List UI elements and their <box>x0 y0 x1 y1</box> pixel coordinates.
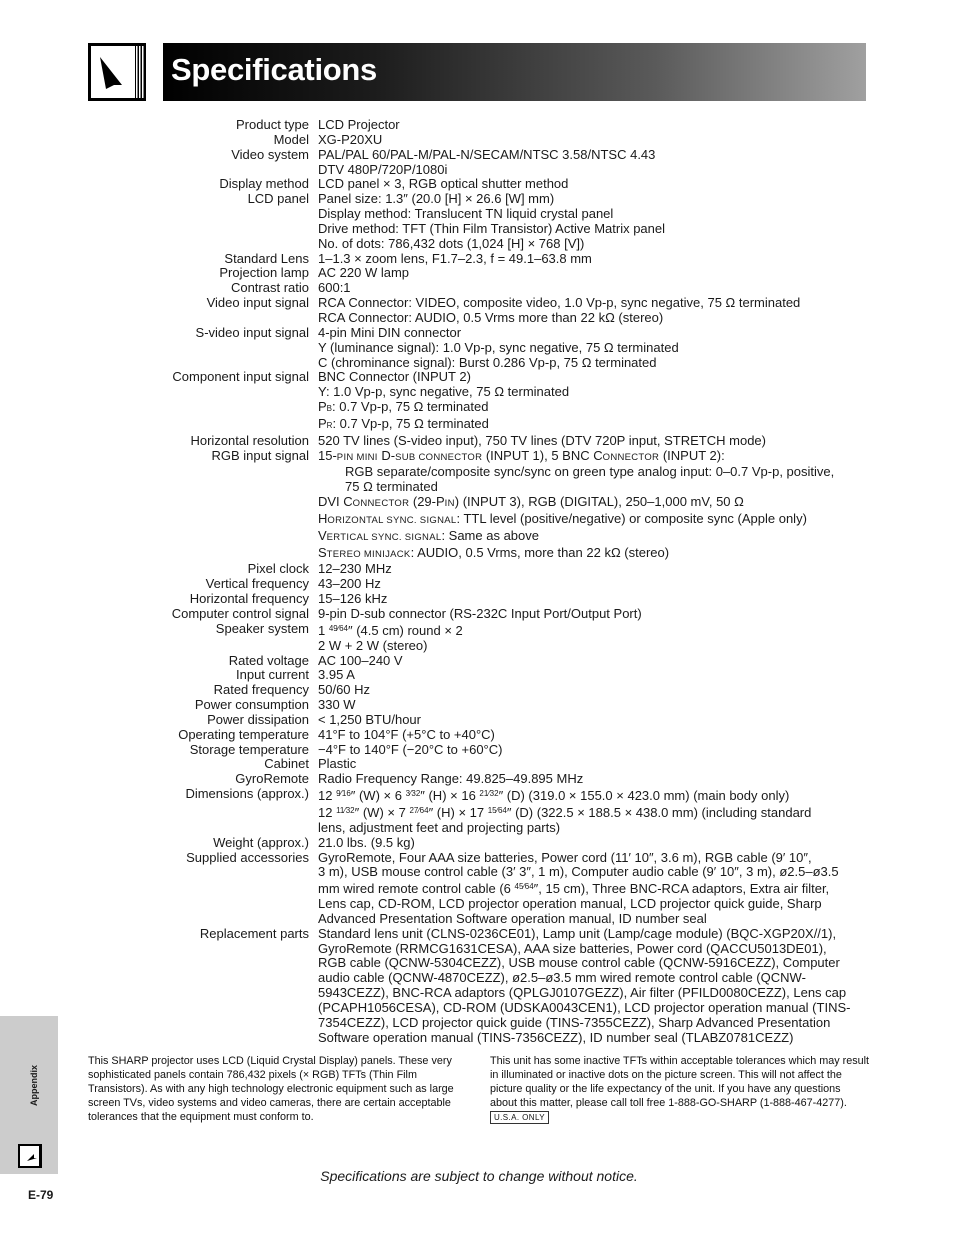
spec-value-line: 12–230 MHz <box>318 561 392 577</box>
spec-label: Weight (approx.) <box>213 834 309 850</box>
spec-row <box>150 927 870 1046</box>
spec-value-line: 600:1 <box>318 280 351 296</box>
spec-value <box>318 683 870 698</box>
spec-value-line: PB: 0.7 Vp-p, 75 Ω terminated <box>318 399 489 415</box>
spec-label: Rated frequency <box>213 682 309 698</box>
spec-value-line: 12 $^{11⁄32}$″ (W) × 7 $^{27⁄64}$″ (H) × 17 $^{15⁄64}$″ (D) (322.5 × 188.5 × 438.0 mm) (including standard <box>318 804 812 820</box>
spec-value <box>318 698 870 713</box>
spec-value-line: 2 W + 2 W (stereo) <box>318 637 428 653</box>
spec-value-line: 43–200 Hz <box>318 576 381 592</box>
footer-notice: Specifications are subject to change without notice. <box>320 1168 638 1184</box>
spec-value-line: lens, adjustment feet and projecting parts) <box>318 819 561 835</box>
spec-row <box>150 434 870 449</box>
spec-value-line: GyroRemote (RRMCG1631CESA), AAA size batteries, Power cord (QACCU5013DE01), <box>318 940 827 956</box>
spec-label: Input current <box>236 667 309 683</box>
spec-value-line: RGB cable (QCNW-5304CEZZ), USB mouse control cable (QCNW-5916CEZZ), Computer <box>318 955 840 971</box>
spec-value-line: PAL/PAL 60/PAL-M/PAL-N/SECAM/NTSC 3.58/NTSC 4.43 <box>318 146 656 162</box>
spec-value-line: −4°F to 140°F (−20°C to +60°C) <box>318 741 503 757</box>
spec-row <box>150 118 870 133</box>
spec-label: Horizontal resolution <box>190 432 309 448</box>
spec-label: Contrast ratio <box>230 280 309 296</box>
spec-label: Power dissipation <box>207 711 309 727</box>
spec-value-line: No. of dots: 786,432 dots (1,024 [H] × 768 [V]) <box>318 235 585 251</box>
spec-row <box>150 607 870 622</box>
spec-value-line: mm wired remote control cable (6 $^{45⁄64}$″, 15 cm), Three BNC-RCA adaptors, Extra air filter, <box>318 881 830 897</box>
spec-label: Horizontal frequency <box>189 591 309 607</box>
spec-value-line: AC 100–240 V <box>318 652 403 668</box>
spec-row <box>150 192 870 251</box>
spec-value-line: 15–126 kHz <box>318 591 388 607</box>
spec-value-line: GyroRemote, Four AAA size batteries, Power cord (11′ 10″, 3.6 m), RGB cable (9′ 10″, <box>318 849 812 865</box>
spec-value-line: Display method: Translucent TN liquid crystal panel <box>318 206 614 222</box>
page-number: E-79 <box>28 1188 54 1202</box>
page-title: Specifications <box>171 52 377 87</box>
page-title-bar <box>163 43 866 101</box>
spec-value-line: Standard lens unit (CLNS-0236CE01), Lamp unit (Lamp/cage module) (BQC-XGP20X//1), <box>318 925 837 941</box>
spec-value-line: LCD Projector <box>318 117 400 132</box>
spec-value-line: C (chrominance signal): Burst 0.286 Vp-p, 75 Ω terminated <box>318 354 657 370</box>
spec-label: GyroRemote <box>235 771 309 787</box>
spec-label: Storage temperature <box>189 741 309 757</box>
spec-label: Video input signal <box>206 295 309 311</box>
spec-value <box>318 927 870 1046</box>
spec-row <box>150 622 870 654</box>
spec-label: LCD panel <box>247 191 309 207</box>
spec-value <box>318 787 870 836</box>
spec-label: Standard Lens <box>224 250 309 266</box>
spec-value <box>318 434 870 449</box>
spec-row <box>150 757 870 772</box>
spec-label: Power consumption <box>194 697 309 713</box>
spec-value-line: < 1,250 BTU/hour <box>318 711 421 727</box>
spec-value <box>318 577 870 592</box>
spec-row <box>150 296 870 326</box>
spec-value <box>318 592 870 607</box>
region-badge: U.S.A. ONLY <box>490 1111 549 1124</box>
spec-value-line: STEREO MINIJACK: AUDIO, 0.5 Vrms, more than 22 kΩ (stereo) <box>318 544 670 560</box>
spec-value-line: Y (luminance signal): 1.0 Vp-p, sync negative, 75 Ω terminated <box>318 339 679 355</box>
spec-row <box>150 787 870 836</box>
spec-value-line: 520 TV lines (S-video input), 750 TV lines (DTV 720P input, STRETCH mode) <box>318 432 766 448</box>
spec-value <box>318 622 870 654</box>
spec-value-line: 12 $^{9⁄16}$″ (W) × 6 $^{3⁄32}$″ (H) × 16 $^{21⁄32}$″ (D) (319.0 × 155.0 × 423.0 mm) (main body only) <box>318 788 790 804</box>
spec-value <box>318 607 870 622</box>
spec-row <box>150 562 870 577</box>
spec-value-line: PR: 0.7 Vp-p, 75 Ω terminated <box>318 415 489 431</box>
spec-value <box>318 562 870 577</box>
spec-value-line: RCA Connector: AUDIO, 0.5 Vrms more than 22 kΩ (stereo) <box>318 309 664 325</box>
spec-value-line: 41°F to 104°F (+5°C to +40°C) <box>318 726 495 742</box>
spec-value-line: 4-pin Mini DIN connector <box>318 324 462 340</box>
section-tab-label: Appendix <box>29 1064 39 1106</box>
spec-value-line: AC 220 W lamp <box>318 265 410 281</box>
spec-label: Product type <box>236 117 309 132</box>
spec-row <box>150 683 870 698</box>
spec-row <box>150 728 870 743</box>
spec-value <box>318 757 870 772</box>
spec-value-line: XG-P20XU <box>318 131 383 147</box>
spec-value <box>318 281 870 296</box>
spec-row <box>150 148 870 178</box>
spec-value-line: LCD panel × 3, RGB optical shutter method <box>318 176 569 192</box>
spec-row <box>150 851 870 927</box>
spec-value <box>318 772 870 787</box>
spec-value-line: DVI CONNECTOR (29-PIN) (INPUT 3), RGB (DIGITAL), 250–1,000 mV, 50 Ω <box>318 494 744 510</box>
spec-value <box>318 266 870 281</box>
spec-value <box>318 192 870 251</box>
spec-value-line: Drive method: TFT (Thin Film Transistor) Active Matrix panel <box>318 220 666 236</box>
spec-row <box>150 836 870 851</box>
spec-label: Computer control signal <box>171 606 309 621</box>
spec-label: Vertical frequency <box>205 576 309 592</box>
spec-row <box>150 668 870 683</box>
spec-label: Speaker system <box>215 620 309 636</box>
spec-label: Component input signal <box>172 369 309 385</box>
spec-value <box>318 177 870 192</box>
spec-value <box>318 148 870 178</box>
spec-value-line: 330 W <box>318 697 356 713</box>
spec-value-line: Advanced Presentation Software operation manual, ID number seal <box>318 910 707 926</box>
spec-value-line: 9-pin D-sub connector (RS-232C Input Port/Output Port) <box>318 606 642 621</box>
spec-value <box>318 851 870 927</box>
spec-value <box>318 252 870 267</box>
spec-value <box>318 654 870 669</box>
spec-label: Video system <box>231 146 309 162</box>
spec-label: Model <box>273 131 309 147</box>
inactive-tft-note <box>490 1054 870 1124</box>
spec-value-line: HORIZONTAL SYNC. SIGNAL: TTL level (positive/negative) or composite sync (Apple only) <box>318 510 807 526</box>
specifications-table <box>150 118 870 1045</box>
spec-value-line: Plastic <box>318 756 357 772</box>
spec-row <box>150 326 870 371</box>
spec-value-line: DTV 480P/720P/1080i <box>318 161 448 177</box>
spec-label: Supplied accessories <box>186 849 309 865</box>
spec-label: Display method <box>219 176 309 192</box>
spec-row <box>150 252 870 267</box>
spec-value-line: 15-PIN MINI D-SUB CONNECTOR (INPUT 1), 5 BNC CONNECTOR (INPUT 2): <box>318 447 725 463</box>
spec-row <box>150 592 870 607</box>
spec-value-line: 75 Ω terminated <box>345 479 438 495</box>
spec-value <box>318 296 870 326</box>
spec-row <box>150 281 870 296</box>
section-book-small-icon <box>18 1144 42 1168</box>
lcd-panel-note: This SHARP projector uses LCD (Liquid Crystal Display) panels. These very sophisticated panels contain 786,432 pixels (× RGB) TFTs (Thin Film Transistors). As with any high technology electronic equipment such as large screen TVs, video systems and video cameras, there are certain acceptable tolerances that the equipment must conform to. <box>88 1055 454 1123</box>
spec-label: Projection lamp <box>219 265 309 281</box>
spec-row <box>150 654 870 669</box>
spec-value <box>318 118 870 133</box>
spec-row <box>150 577 870 592</box>
spec-value-line: Lens cap, CD-ROM, LCD projector operation manual, LCD projector quick guide, Sharp <box>318 896 822 912</box>
spec-value-line: 7354CEZZ), LCD projector quick guide (TINS-7355CEZZ), Sharp Advanced Presentation <box>318 1014 831 1030</box>
spec-value-line: (PCAPH1056CESA), CD-ROM (UDSKA0043CEN1), LCD projector operation manual (TINS- <box>318 999 851 1015</box>
spec-label: Rated voltage <box>228 652 309 668</box>
spec-row <box>150 266 870 281</box>
spec-value-line: Software operation manual (TINS-7356CEZZ), ID number seal (TLABZ0781CEZZ) <box>318 1029 794 1045</box>
spec-value <box>318 728 870 743</box>
spec-label: S-video input signal <box>195 324 309 340</box>
spec-value <box>318 836 870 851</box>
spec-value-line: 50/60 Hz <box>318 682 371 698</box>
spec-value <box>318 370 870 433</box>
spec-value-line: BNC Connector (INPUT 2) <box>318 369 471 385</box>
spec-label: Pixel clock <box>247 561 309 577</box>
spec-value <box>318 133 870 148</box>
section-book-icon <box>88 43 146 101</box>
spec-value-line: VERTICAL SYNC. SIGNAL: Same as above <box>318 527 539 543</box>
spec-value-line: 21.0 lbs. (9.5 kg) <box>318 834 415 850</box>
spec-row <box>150 713 870 728</box>
spec-value-line: Panel size: 1.3″ (20.0 [H] × 26.6 [W] mm) <box>318 191 555 207</box>
spec-label: Replacement parts <box>199 925 309 941</box>
spec-value-line: RGB separate/composite sync/sync on green type analog input: 0–0.7 Vp-p, positive, <box>345 464 835 480</box>
spec-row <box>150 772 870 787</box>
spec-label: Cabinet <box>264 756 309 772</box>
spec-value-line: 1–1.3 × zoom lens, F1.7–2.3, f = 49.1–63.8 mm <box>318 250 592 266</box>
spec-value <box>318 668 870 683</box>
inactive-tft-note-text: This unit has some inactive TFTs within acceptable tolerances which may result in illuminated or inactive dots on the picture screen. This will not affect the picture quality or the life expectancy of the unit. If you have any questions about this matter, please call toll free 1-888-GO-SHARP (1-888-467-4277). <box>490 1055 870 1109</box>
spec-value-line: Radio Frequency Range: 49.825–49.895 MHz <box>318 771 584 787</box>
spec-value <box>318 449 870 563</box>
spec-value-line: Y: 1.0 Vp-p, sync negative, 75 Ω terminated <box>318 384 570 400</box>
spec-row <box>150 133 870 148</box>
spec-value <box>318 326 870 371</box>
spec-value <box>318 713 870 728</box>
spec-value-line: 3 m), USB mouse control cable (3′ 3″, 1 m), Computer audio cable (9′ 10″, 3 m), ø2.5–ø3.5 <box>318 864 839 880</box>
spec-label: Operating temperature <box>178 726 309 742</box>
spec-row <box>150 177 870 192</box>
spec-value-line: 1 $^{49⁄64}$″ (4.5 cm) round × 2 <box>318 622 463 638</box>
spec-value-line: 5943CEZZ), BNC-RCA adaptors (QPLGJ0107GEZZ), Air filter (PFILD0080CEZZ), Lens cap <box>318 985 847 1001</box>
spec-row <box>150 370 870 433</box>
spec-label: RGB input signal <box>211 447 309 463</box>
spec-value <box>318 743 870 758</box>
spec-row <box>150 743 870 758</box>
spec-row <box>150 698 870 713</box>
spec-value-line: audio cable (QCNW-4870CEZZ), ø2.5–ø3.5 mm wired remote control cable (QCNW- <box>318 970 806 986</box>
spec-value-line: RCA Connector: VIDEO, composite video, 1.0 Vp-p, sync negative, 75 Ω terminated <box>318 295 801 311</box>
spec-row <box>150 449 870 563</box>
spec-value-line: 3.95 A <box>318 667 355 683</box>
spec-label: Dimensions (approx.) <box>185 786 309 802</box>
